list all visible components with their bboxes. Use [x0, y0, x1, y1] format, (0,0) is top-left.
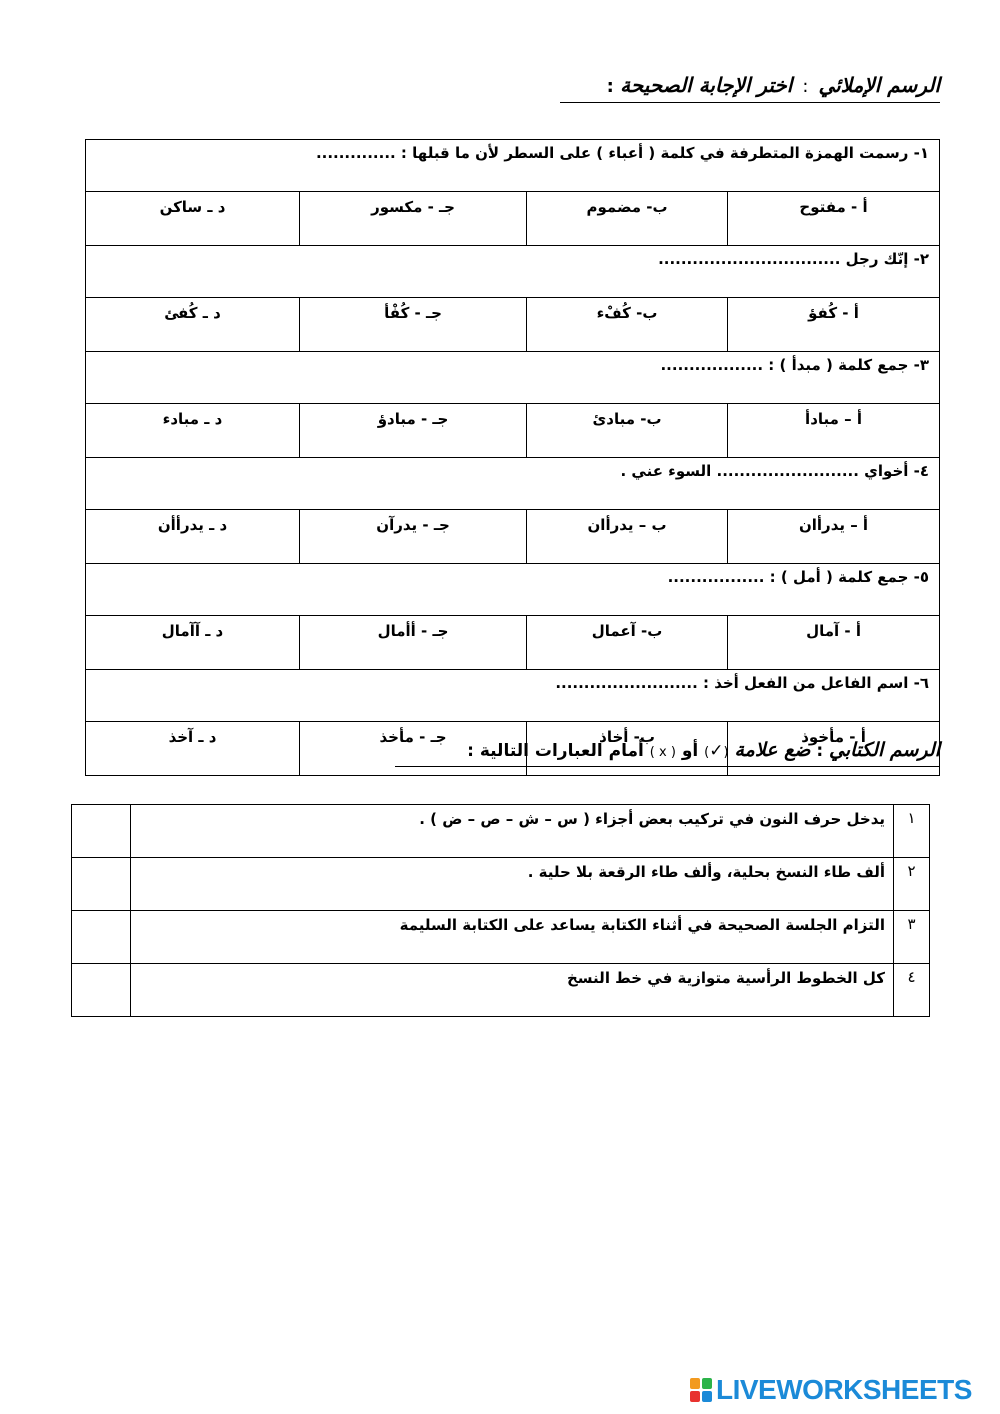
question-text: ٥- جمع كلمة ( أمل ) : .................: [86, 564, 940, 616]
answer-option[interactable]: ب- كُفْء: [527, 298, 728, 352]
answer-option[interactable]: جـ - مكسور: [300, 192, 527, 246]
paren-close: ): [704, 745, 710, 760]
section1-colon: :: [802, 76, 809, 97]
statement-text: التزام الجلسة الصحيحة في أثناء الكتابة يساعد على الكتابة السليمة: [131, 911, 894, 964]
section2-trail: :: [467, 741, 474, 761]
question-row: [86, 140, 940, 192]
logo-square: [690, 1391, 700, 1402]
section1-heading: [560, 68, 940, 103]
question-text: ٣- جمع كلمة ( مبدأ ) : ..................: [86, 352, 940, 404]
options-row: [86, 192, 940, 246]
question-text: ٢- إنّك رجل ................................: [86, 246, 940, 298]
answer-option[interactable]: جـ - مبادؤ: [300, 404, 527, 458]
section2-or: أو: [681, 741, 699, 761]
answer-box[interactable]: [72, 911, 131, 964]
options-row: [86, 510, 940, 564]
question-row: [86, 670, 940, 722]
answer-option[interactable]: أ – يدرأان: [728, 510, 940, 564]
statement-row: [72, 805, 930, 858]
options-row: [86, 616, 940, 670]
answer-option[interactable]: جـ - مأخذ: [300, 722, 527, 776]
statement-number: ٢: [894, 858, 930, 911]
question-row: [86, 564, 940, 616]
answer-option[interactable]: أ - آمال: [728, 616, 940, 670]
statement-number: ٤: [894, 964, 930, 1017]
section2-title: الرسم الكتابي: [829, 739, 940, 761]
section1-trail: :: [606, 76, 614, 97]
logo-square: [702, 1391, 712, 1402]
true-false-table: [71, 804, 930, 1017]
answer-option[interactable]: د ـ آخذ: [86, 722, 300, 776]
logo-square: [690, 1378, 700, 1389]
question-row: [86, 246, 940, 298]
question-row: [86, 458, 940, 510]
mcq-table: [85, 139, 940, 776]
logo-square: [702, 1378, 712, 1389]
paren-open: (: [723, 745, 729, 760]
statement-row: [72, 964, 930, 1017]
check-mark-icon: ✓: [709, 741, 724, 761]
section2-colon: :: [816, 741, 824, 761]
statement-row: [72, 911, 930, 964]
answer-option[interactable]: د ـ كُفئ: [86, 298, 300, 352]
answer-option[interactable]: د ـ يدرأأن: [86, 510, 300, 564]
question-row: [86, 352, 940, 404]
logo-squares-icon: [690, 1378, 712, 1402]
answer-option[interactable]: أ – مبادأ: [728, 404, 940, 458]
section1-title: الرسم الإملائي: [818, 73, 940, 97]
statement-text: كل الخطوط الرأسية متوازية في خط النسخ: [131, 964, 894, 1017]
answer-option[interactable]: د ـ ساكن: [86, 192, 300, 246]
answer-option[interactable]: أ - كُفؤ: [728, 298, 940, 352]
answer-option[interactable]: أ - مأخوذ: [728, 722, 940, 776]
statement-text: يدخل حرف النون في تركيب بعض أجزاء ( س – ش – ص – ض ) .: [131, 805, 894, 858]
liveworksheets-logo: [690, 1374, 972, 1406]
section2-heading: [395, 734, 940, 767]
section2-part1: ضع علامة: [734, 739, 811, 761]
answer-option[interactable]: جـ - يدرآن: [300, 510, 527, 564]
x-mark: ( x ): [649, 745, 676, 760]
answer-option[interactable]: أ - مفتوح: [728, 192, 940, 246]
answer-box[interactable]: [72, 805, 131, 858]
logo-text: LIVEWORKSHEETS: [716, 1374, 972, 1405]
options-row: [86, 404, 940, 458]
statement-row: [72, 858, 930, 911]
answer-option[interactable]: جـ - أأمال: [300, 616, 527, 670]
options-row: [86, 298, 940, 352]
statement-text: ألف طاء النسخ بحلية، وألف طاء الرقعة بلا حلية .: [131, 858, 894, 911]
section2-part2: أمام العبارات التالية: [479, 741, 644, 761]
question-text: ١- رسمت الهمزة المتطرفة في كلمة ( أعباء ) على السطر لأن ما قبلها : ..............: [86, 140, 940, 192]
answer-option[interactable]: جـ - كُفْأ: [300, 298, 527, 352]
question-text: ٤- أخواي ......................... السوء عني .: [86, 458, 940, 510]
answer-option[interactable]: ب- مبادئ: [527, 404, 728, 458]
statement-number: ١: [894, 805, 930, 858]
question-text: ٦- اسم الفاعل من الفعل أخذ : .........................: [86, 670, 940, 722]
answer-option[interactable]: د ـ مبادء: [86, 404, 300, 458]
answer-option[interactable]: ب- أخاذ: [527, 722, 728, 776]
statement-number: ٣: [894, 911, 930, 964]
answer-option[interactable]: د ـ آآمال: [86, 616, 300, 670]
answer-option[interactable]: ب- آعمال: [527, 616, 728, 670]
section1-instruction: اختر الإجابة الصحيحة: [620, 73, 793, 97]
answer-box[interactable]: [72, 858, 131, 911]
answer-box[interactable]: [72, 964, 131, 1017]
answer-option[interactable]: ب – يدرأان: [527, 510, 728, 564]
answer-option[interactable]: ب- مضموم: [527, 192, 728, 246]
